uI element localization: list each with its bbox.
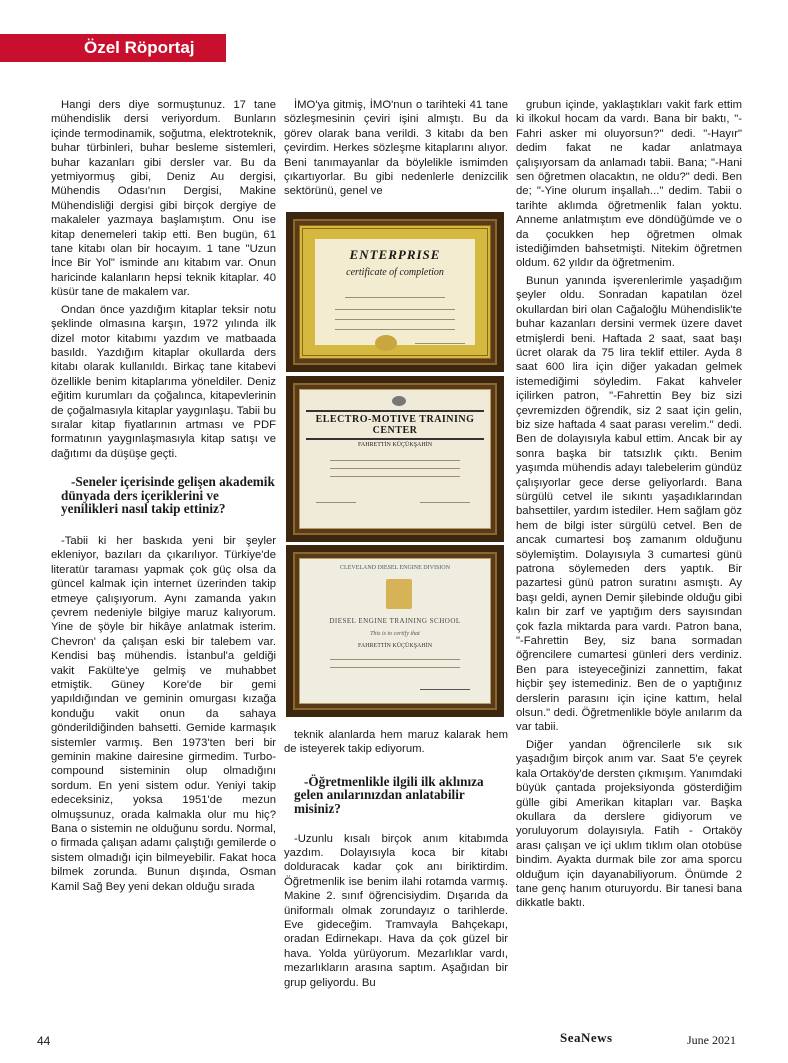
certificate-subtitle: This is to certify that — [370, 631, 420, 637]
issue-date: June 2021 — [687, 1033, 736, 1047]
column-2-lower — [284, 728, 508, 993]
seal-icon — [375, 335, 397, 351]
paragraph: -Uzunlu kısalı birçok anım kitabımda yazdım. Dolayısıyla koca bir kitabı dolduracak kadar çok anı biriktirdim. Öğretmenlik ise benim ilahi rotamda varmış. Makine 2. sınıf öğrencisiydim. Dışarıda da üniformalı olmak zorundayız o tarihlerde. Eve gideceğim. Tramvayla Bahçekapı, oradan Edirnekapı. Hava da çok güzel bir hava. Yolda yürüyorum. Mezarlıklar vardı, mezarlıkların arasına saptım. Aşağıdan bir grup geliyordu. Bu — [284, 832, 508, 989]
certificate-enterprise — [286, 212, 504, 372]
certificate-header: CLEVELAND DIESEL ENGINE DIVISION — [340, 565, 450, 571]
paragraph: İMO'ya gitmiş, İMO'nun o tarihteki 41 tane sözleşmesinin çeviri işini almıştı. Bu da görev olarak bana verildi. 3 kitabı da ben çevirdim. Herkes sözleşme kitaplarını alıyor. Beni tanımayanlar da böylelikle ismimden çıkartıyorlar. Bu gibi nedenlerle denizcilik sektörünü, genel ve — [284, 99, 508, 198]
paragraph: Diğer yandan öğrencilerle sık sık yaşadığım birçok anım var. Saat 5'e çeyrek kala Ortaköy'de dersten çıkmışım. Yanımdaki büyük çantada projeksiyonda gösterdiğim gülle gibi Amerikan kitapları var. Başka okullara da derslere gidiyorum ve yoruluyorum dolayısıyla. Fatih - Ortaköy arası çalışan ve içi uklım tıklım olan otobüse bindim. Ayakta durmak bile zor ama sporcu olduğum için dayanabiliyorum. Önümde 2 tane genç hanım oturuyordu. Bir tanesi bana dikkatle baktı. — [516, 738, 742, 910]
section-tag: Özel Röportaj — [0, 34, 226, 62]
certificate-name: FAHRETTİN KÜÇÜKŞAHİN — [357, 442, 433, 448]
certificate-electro-motive — [286, 376, 504, 542]
certificate-cleveland-diesel — [286, 545, 504, 717]
certificate-subtitle: certificate of completion — [346, 267, 444, 278]
magazine-logo: SeaNews — [560, 1030, 613, 1045]
paragraph: grubun içinde, yaklaştıkları vakit fark ettim ki ilkokul hocam da vardı. Bana bir baktı, "-Fahri asker mi oluyorsun?" dedi. "-Hayır" dedim fakat ne kadar anlatmaya çalışıyorsam da anlamadı tabii. Bana; "-Hani sen öğretmen olacaktın, ne oldu?" dedi. Ben de; "-Yine olurum inşallah..." dedim. Tabii o tarihte aklımda öğretmenlik falan yoktu. Anneme anlatmıştım eve döndüğümde ve o da çocukken hep öğretmen olmak istediğimden bahsetmişti. Nitekim öğretmen oldum. 62 yıldır da öğretmenim. — [516, 99, 742, 270]
interview-question: -Seneler içerisinde gelişen akademik dünyada ders içeriklerini ve yenilikleri nasıl takip ettiniz? — [61, 474, 275, 517]
column-1 — [51, 98, 276, 897]
paragraph: Hangi ders diye sormuştunuz. 17 tane mühendislik dersi veriyordum. Bunların içinde termodinamik, soğutma, elektroteknik, buhar türbinleri, buhar besleme sistemleri, buhar kazanları gibi dersler var. Bu da yetmiyormuş gibi, Deniz Au dergisi, Mühendis Odası'nın Dergisi, Makine Mühendisliği dergisi gibi birçok dergiye de makaleler yazmaya başlamıştım. Onu ise kitap denemeleri takip etti. Ben bugün, 61 tane kitabı olan bir hocayım. 1 tane "Uzun İnce Bir Yol" isminde anı kitabım var. Onun haricinde kalanların hepsi teknik kitaplar. 40 küsür tane de makalem var. — [51, 99, 276, 299]
certificate-title: ENTERPRISE — [349, 247, 441, 262]
certificate-title: ELECTRO-MOTIVE TRAINING CENTER — [306, 410, 484, 440]
certificate-name: FAHRETTİN KÜÇÜKŞAHİN — [357, 643, 433, 649]
column-3 — [516, 98, 742, 914]
column-2 — [284, 98, 508, 202]
logo-icon — [392, 396, 406, 406]
page-number: 44 — [37, 1034, 51, 1048]
paragraph: teknik alanlarda hem maruz kalarak hem de isteyerek takip ediyorum. — [284, 729, 508, 756]
certificate-title: DIESEL ENGINE TRAINING SCHOOL — [329, 617, 461, 625]
interview-question: -Öğretmenlikle ilgili ilk aklınıza gelen anılarınızdan anlatabilir misiniz? — [294, 773, 484, 816]
emblem-icon — [386, 579, 412, 609]
paragraph: -Tabii ki her baskıda yeni bir şeyler ekleniyor, bazıları da çıkarılıyor. Türkiye'de literatür taraması yapmak çok güç olsa da güncel kalmak için internet üzerinden takip etmeye çalışıyorum. Aynı zamanda yakın çevrem nedeniyle bilgiye maruz kalıyorum. Yine de şöyle bir hikâye anlatmak isterim. Chevron' da çalışan eski bir talebem var. Kendisi baş mühendis. İstanbul'a geldiği vakit Fakülte'ye gelmiş ve muhabbet etmiştik. Güney Kore'de bir gemi yapıldığından ve geminin omurgası kızağa konduğu vakit onun da sahaya gönderildiğinden bahsetti. Gemide karmaşık sistemler varmış. Ben 1973'ten beri bir geminin makine dairesine girmedim. Turbo-compound sisteminin olup olmadığını sordum. En yeni sistem odur. Yeniyi takip edeceksiniz, yoksa 1951'de mezun olmuşsunuz, orada kalmakla olur mu hiç? Bana o sistemin ne olduğunu sordu. Normal, o firmada çalışan adamı çalıştığı gemilerde o sistem olmadığı için bilmeyebilir. Fakat hoca bilmek zorunda. Bunun dışında, Osman Kamil Sağ Bey yeni dekan olduğu sırada — [51, 534, 276, 893]
certificate-photos — [284, 212, 508, 722]
paragraph: Bunun yanında işverenlerimle yaşadığım şeyler oldu. Sonradan kapatılan özel okullardan biri olan Cağaloğlu Mühendislik'te buhar kazanları dersini vermek üzere davet etmişlerdi beni. Haftada 2 saat, saat başı ücret olarak da 75 lira teklif ettiler. Ayda 8 saat 600 lira için diğer yakadan gelmek istemediğimi söyledim. Fakat kahveler içilirken patron, "-Fahrettin Bey biz sizi çevremizden öğrendik, siz 2 saat için gelin, biz size haftada 4 saat parası verelim." dedi. Ben de dolayısıyla kabul ettim. Ancak bir ay sonra başka bir tatsızlık çıktı. Benim yaşımda mühendis adayı talebelerim gündüz çalışıyorlar gece derse geliyorlardı. Bana sürgülü cetvel ile sıkıntı yaşadıklarından bahsettiler, yardım istediler. Hem sağlam göz hem de bilgi ister sürgülü cetvel. Ben de ancak cumartesi boş zamanım olduğunu söylemiştim. Dolayısıyla 3 cumartesi günü patrona söylemeden ders yaptık. Bir pazartesi günü patron suratını asmıştı. Ay başı geldi, aynen Demir şilebinde olduğu gibi kalın bir zarf ve yaptığım ders sayısından çok fazla miktarda para vardı. Patron bana, "-Fahrettin Bey, siz bana sormadan öğrencilere cumartesi günleri ders verdiniz. Ben para isteyeceğinizi zannettim, fakat hiçbir şey istemediniz. Ben de o yaptığınız derslerin parasını için içine kattım, helal olsun." dedi. Öğretmenlikle böyle anılarım da var tabii. — [516, 274, 742, 734]
paragraph: Ondan önce yazdığım kitaplar teksir notu şeklinde olmasına karşın, 1972 yılında ilk dizel motor kitabımı yazdım ve matbaada basıldı. Yazdığım kitaplar okullarda ders kitabı olarak kullanıldı. Birkaç tane kitabevi özellikle benim kitaplarıma yöneldiler. Deniz eğitim kurumları da çoğalınca, kitapevlerinin de çoğalmasıyla kitaplar yaygınlaşu. Tabii bu sıralar kitap fiyatlarının artması ve PDF formatının yaygınlaşmasıyla kitap satışı ve dağıtımı da düşüşe geçti. — [51, 303, 276, 460]
